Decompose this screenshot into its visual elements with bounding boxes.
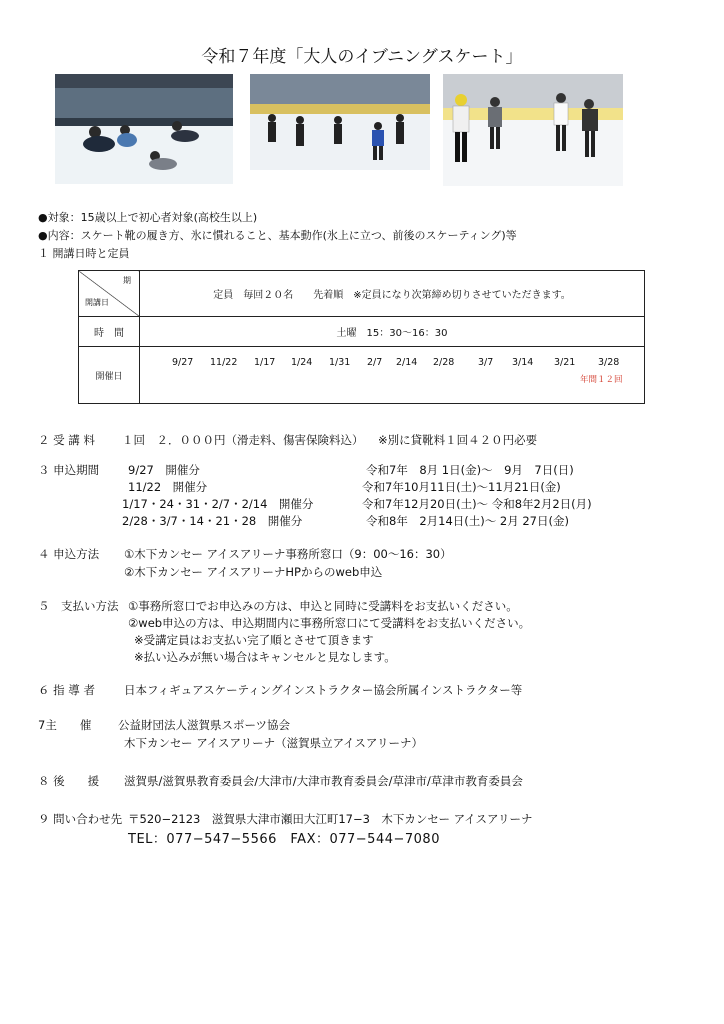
date-item: 9/27 xyxy=(172,357,194,368)
date-item: 1/17 xyxy=(254,357,276,368)
date-item: 11/22 xyxy=(210,357,238,368)
instructor-text: 日本フィギュアスケーティングインストラクター協会所属インストラクター等 xyxy=(124,683,523,697)
table-header-cell xyxy=(79,271,140,317)
apply-group: 1/17・24・31・2/7・2/14 開催分 xyxy=(122,497,314,511)
apply-method-label: ４ 申込方法 xyxy=(38,547,100,561)
header-top-label: 期 xyxy=(123,276,131,285)
header-bottom-label: 開講日 xyxy=(85,298,109,307)
fee-note: ※別に貸靴料１回４２０円必要 xyxy=(378,433,538,447)
date-item: 3/14 xyxy=(512,357,534,368)
support-label: ８ 後 援 xyxy=(38,774,100,788)
page-title: 令和７年度「大人のイブニングスケート」 xyxy=(201,47,523,67)
payment-note: ※受講定員はお支払い完了順とさせて頂きます xyxy=(134,633,374,647)
date-item: 1/31 xyxy=(329,357,351,368)
organizer-line: 公益財団法人滋賀県スポーツ協会 xyxy=(118,718,291,732)
content-line: ●内容：スケート靴の履き方、氷に慣れること、基本動作(氷上に立つ、前後のスケーティング)等 xyxy=(38,229,517,242)
annual-count: 年間１２回 xyxy=(580,375,623,385)
date-item: 3/7 xyxy=(478,357,494,368)
apply-group: 9/27 開催分 xyxy=(128,463,200,477)
payment-line: ①事務所窓口でお申込みの方は、申込と同時に受講料をお支払いください。 xyxy=(128,599,518,613)
contact-address: 〒520−2123 滋賀県大津市瀬田大江町17−3 木下カンセー アイスアリーナ xyxy=(128,812,533,826)
fee-text: １回 ２．０００円（滑走料、傷害保険料込） xyxy=(122,433,364,447)
date-item: 2/14 xyxy=(396,357,418,368)
instructor-label: ６ 指 導 者 xyxy=(38,683,95,697)
organizer-label: 7主 催 xyxy=(38,718,92,732)
schedule-table xyxy=(78,270,645,404)
dates-label: 開催日 xyxy=(79,347,140,404)
payment-label: ５ 支払い方法 xyxy=(38,599,119,613)
target-line: ●対象：15歳以上で初心者対象(高校生以上) xyxy=(38,211,258,224)
date-item: 3/28 xyxy=(598,357,620,368)
apply-group: 2/28・3/7・14・21・28 開催分 xyxy=(122,514,303,528)
section-schedule-heading: １ 開講日時と定員 xyxy=(38,247,130,260)
apply-period-label: ３ 申込期間 xyxy=(38,463,100,477)
contact-label: ９ 問い合わせ先 xyxy=(38,812,123,826)
apply-date: 令和7年12月20日(土)～ 令和8年2月2日(月) xyxy=(362,497,592,511)
photo-skating-lesson xyxy=(250,74,430,170)
payment-line: ②web申込の方は、申込期間内に事務所窓口にて受講料をお支払いください。 xyxy=(128,616,531,630)
support-text: 滋賀県/滋賀県教育委員会/大津市/大津市教育委員会/草津市/草津市教育委員会 xyxy=(124,774,523,788)
date-item: 3/21 xyxy=(554,357,576,368)
organizer-line: 木下カンセー アイスアリーナ（滋賀県立アイスアリーナ） xyxy=(124,736,423,750)
apply-group: 11/22 開催分 xyxy=(128,480,208,494)
apply-method-line: ①木下カンセー アイスアリーナ事務所窓口（9：00～16：30） xyxy=(124,547,452,561)
photo-skaters-rink xyxy=(443,74,623,186)
apply-date: 令和8年 2月14日(土)～ 2月 27日(金) xyxy=(366,514,569,528)
apply-date: 令和7年 8月 1日(金)～ 9月 7日(日) xyxy=(366,463,574,477)
time-label: 時 間 xyxy=(79,317,140,347)
dates-cell xyxy=(140,347,645,404)
capacity-cell: 定員 毎回２０名 先着順 ※定員になり次第締め切りさせていただきます。 xyxy=(140,271,645,317)
payment-note: ※払い込みが無い場合はキャンセルと見なします。 xyxy=(134,650,396,664)
photo-group-stretching xyxy=(55,74,233,184)
contact-phone: TEL：077−547−5566 FAX：077−544−7080 xyxy=(128,832,440,847)
date-item: 2/28 xyxy=(433,357,455,368)
apply-method-line: ②木下カンセー アイスアリーナHPからのweb申込 xyxy=(124,565,383,579)
fee-label: ２ 受 講 料 xyxy=(38,433,95,447)
apply-date: 令和7年10月11日(土)～11月21日(金) xyxy=(362,480,561,494)
date-item: 2/7 xyxy=(367,357,383,368)
time-value: 土曜 15：30～16：30 xyxy=(140,317,645,347)
date-item: 1/24 xyxy=(291,357,313,368)
